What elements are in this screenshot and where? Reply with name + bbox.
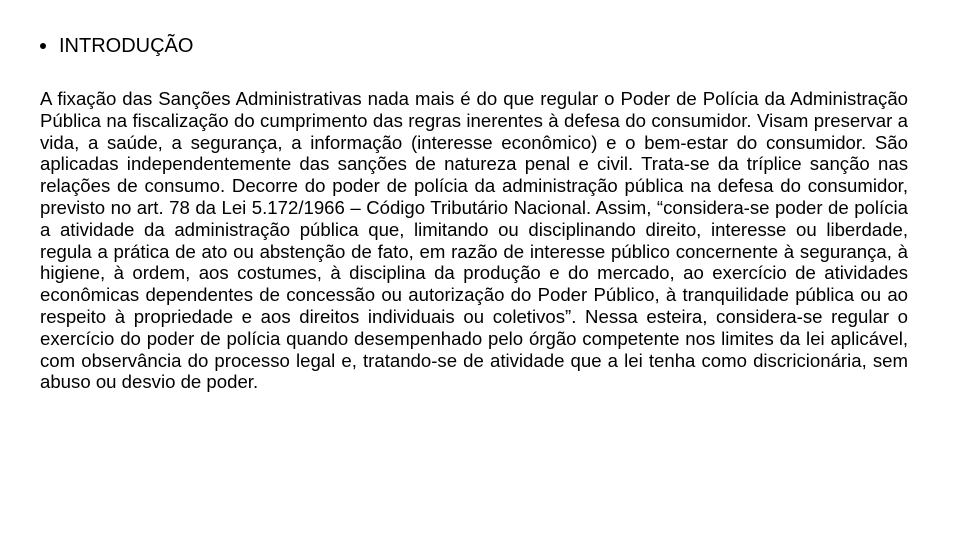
body-paragraph: A fixação das Sanções Administrativas nada mais é do que regular o Poder de Polícia da Administração Pública na fiscalização do cumprimento das regras inerentes à defesa do consumidor. Visam preservar a vida, a saúde, a segurança, a informação (interesse econômico) e o bem-estar do consumidor. São aplicadas independentemente das sanções de natureza penal e civil. Trata-se da tríplice sanção nas relações de consumo. Decorre do poder de polícia da administração pública na defesa do consumidor, previsto no art. 78 da Lei 5.172/1966 – Código Tributário Nacional. Assim, “considera-se poder de polícia a atividade da administração pública que, limitando ou disciplinando direito, interesse ou liberdade, regula a prática de ato ou abstenção de fato, em razão de interesse público concernente à segurança, à higiene, à ordem, aos costumes, à disciplina da produção e do mercado, ao exercício de atividades econômicas dependentes de concessão ou autorização do Poder Público, à tranquilidade pública ou ao respeito à propriedade e aos direitos individuais ou coletivos”. Nessa esteira, considera-se regular o exercício do poder de polícia quando desempenhado pelo órgão competente nos limites da lei aplicável, com observância do processo legal e, tratando-se de atividade que a lei tenha como discricionária, sem abuso ou desvio de poder. [40,88,908,393]
slide-heading: INTRODUÇÃO [59,35,194,57]
bullet-icon [40,43,46,49]
heading-bullet-item [40,34,193,58]
